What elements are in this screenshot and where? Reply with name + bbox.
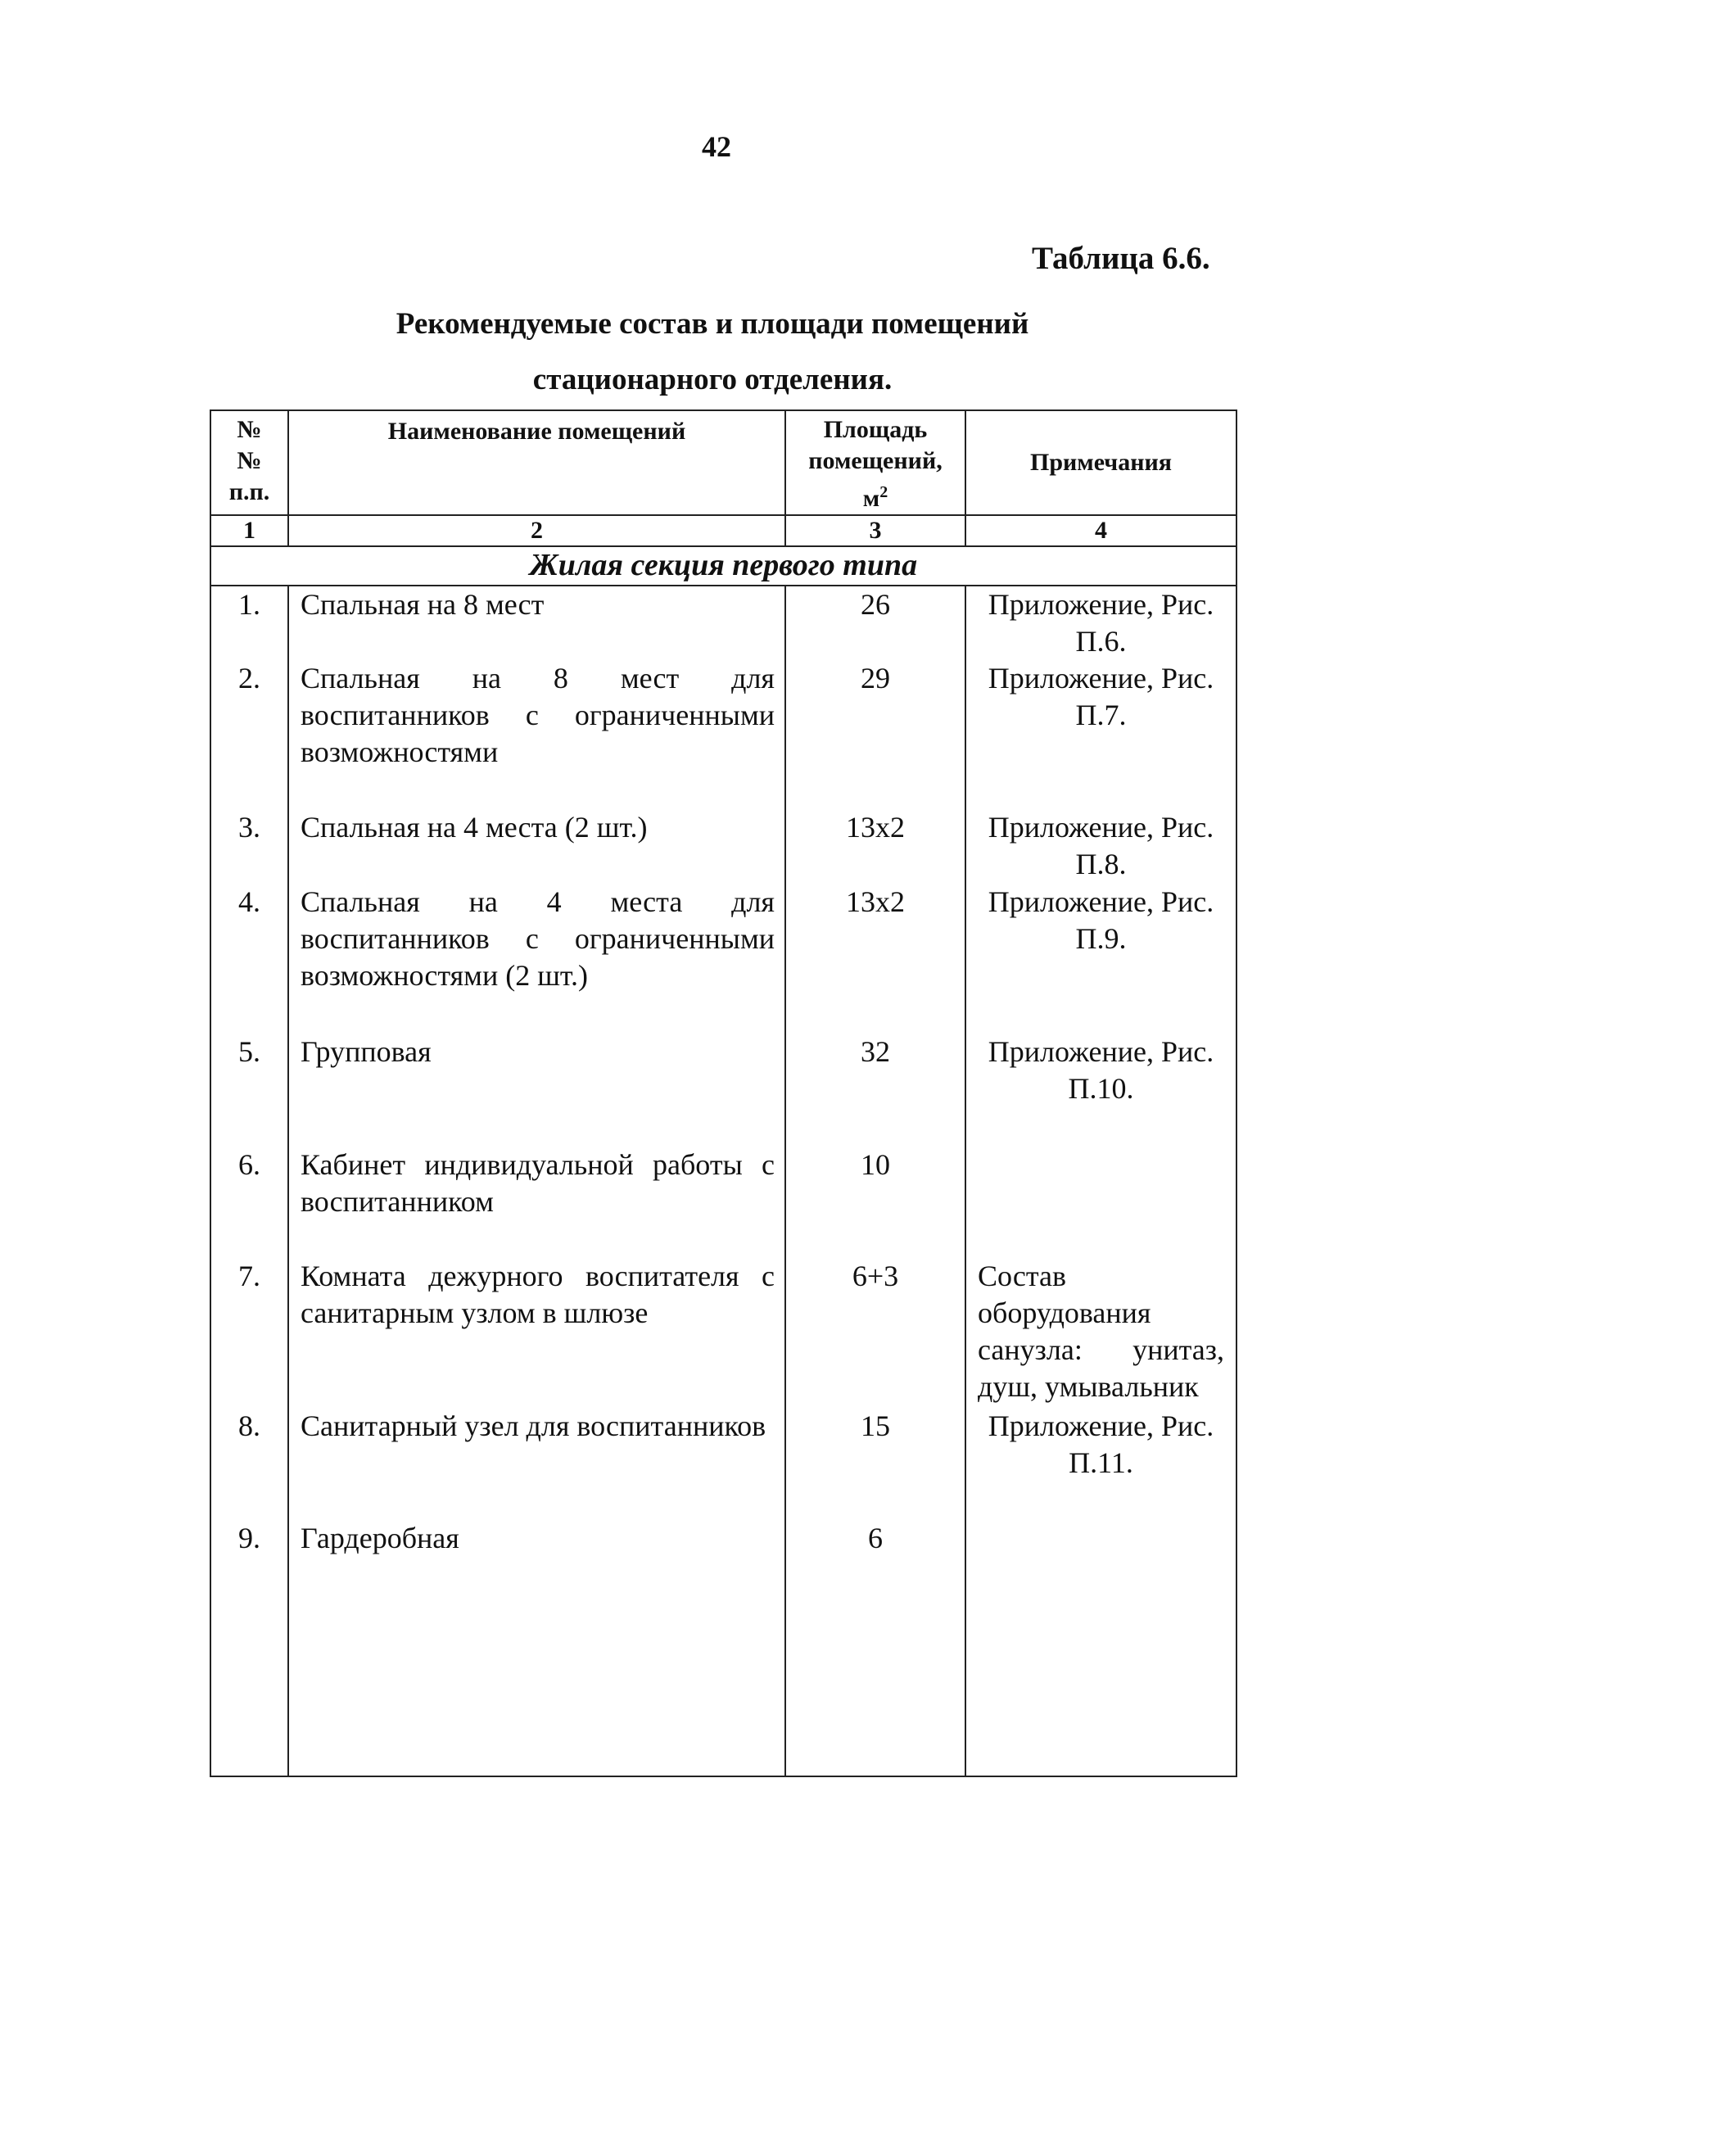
- row-area: 10: [785, 1147, 965, 1258]
- row-area: 13х2: [785, 884, 965, 1034]
- row-note: [965, 1147, 1236, 1258]
- row-area: 6+3: [785, 1258, 965, 1408]
- table-row: [210, 660, 1236, 809]
- row-area: 15: [785, 1408, 965, 1520]
- rooms-table: [210, 409, 1237, 1777]
- header-area-unit-sup: 2: [879, 483, 888, 501]
- table-title-line-1: Рекомендуемые состав и площади помещений: [396, 307, 1029, 341]
- header-num-text: № № п.п.: [228, 416, 270, 505]
- header-notes-text: Примечания: [1029, 449, 1173, 476]
- row-note: Приложение, Рис. П.10.: [965, 1034, 1236, 1147]
- row-name: Спальная на 8 мест: [288, 586, 785, 660]
- row-name: Групповая: [288, 1034, 785, 1147]
- row-num: 3.: [210, 809, 288, 884]
- row-num: 1.: [210, 586, 288, 660]
- table-row: [210, 1034, 1236, 1147]
- section-title: Жилая секция первого типа: [210, 546, 1236, 586]
- row-area: 32: [785, 1034, 965, 1147]
- row-num: 2.: [210, 660, 288, 809]
- row-note: [965, 1520, 1236, 1776]
- header-name: [288, 410, 785, 515]
- row-name: Кабинет индивидуальной работы с воспитанником: [288, 1147, 785, 1258]
- row-note: Приложение, Рис. П.11.: [965, 1408, 1236, 1520]
- page-number: 42: [702, 130, 731, 163]
- table-row: [210, 1520, 1236, 1776]
- row-name: Спальная на 4 места для воспитанников с ограниченными возможностями (2 шт.): [288, 884, 785, 1034]
- column-number: 1: [210, 515, 288, 546]
- header-num: [210, 410, 288, 515]
- header-name-text: Наименование помещений: [387, 418, 686, 445]
- row-num: 6.: [210, 1147, 288, 1258]
- column-number: 4: [965, 515, 1236, 546]
- row-num: 4.: [210, 884, 288, 1034]
- table-label: Таблица 6.6.: [1032, 241, 1210, 276]
- row-name: Гардеробная: [288, 1520, 785, 1776]
- column-number: 3: [785, 515, 965, 546]
- column-number: 2: [288, 515, 785, 546]
- table-row: [210, 1408, 1236, 1520]
- table-title: [287, 296, 1138, 408]
- row-num: 5.: [210, 1034, 288, 1147]
- row-name: Комната дежурного воспитателя с санитарным узлом в шлюзе: [288, 1258, 785, 1408]
- row-note: Приложение, Рис. П.7.: [965, 660, 1236, 809]
- row-area: 29: [785, 660, 965, 809]
- header-area-unit: м: [862, 485, 880, 512]
- row-area: 6: [785, 1520, 965, 1776]
- row-note: Приложение, Рис. П.9.: [965, 884, 1236, 1034]
- row-note: Приложение, Рис. П.8.: [965, 809, 1236, 884]
- row-name: Спальная на 4 места (2 шт.): [288, 809, 785, 884]
- row-num: 8.: [210, 1408, 288, 1520]
- header-area: [785, 410, 965, 515]
- table-row: [210, 1147, 1236, 1258]
- table-row: [210, 884, 1236, 1034]
- row-area: 13х2: [785, 809, 965, 884]
- row-note: Приложение, Рис. П.6.: [965, 586, 1236, 660]
- table-row: [210, 809, 1236, 884]
- header-notes: [965, 410, 1236, 515]
- header-area-text: Площадь помещений,: [808, 416, 943, 474]
- row-num: 9.: [210, 1520, 288, 1776]
- table-row: [210, 586, 1236, 660]
- row-area: 26: [785, 586, 965, 660]
- row-num: 7.: [210, 1258, 288, 1408]
- row-note: Состав оборудования санузла: унитаз, душ, умывальник: [965, 1258, 1236, 1408]
- row-name: Санитарный узел для воспитанников: [288, 1408, 785, 1520]
- table-row: [210, 1258, 1236, 1408]
- table-title-line-2: стационарного отделения.: [532, 363, 893, 396]
- row-name: Спальная на 8 мест для воспитанников с ограниченными возможностями: [288, 660, 785, 809]
